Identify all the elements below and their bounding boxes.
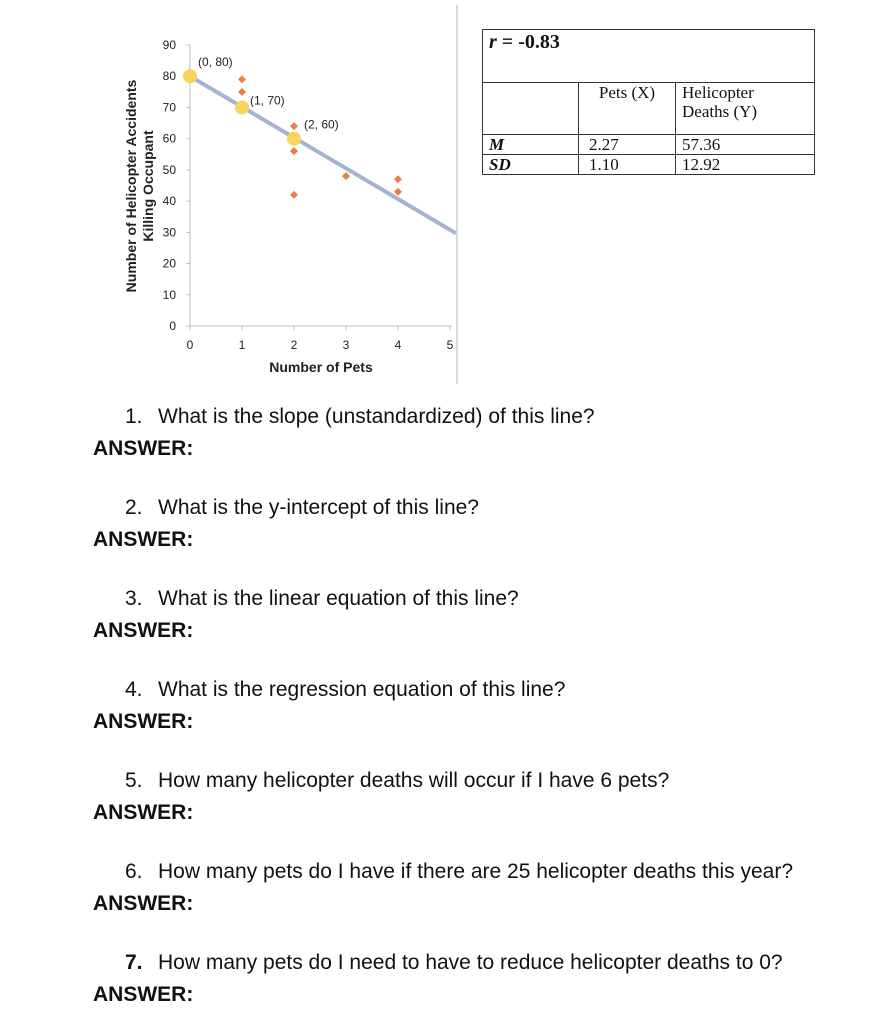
x-tick-label: 0 bbox=[186, 338, 194, 352]
x-tick-label: 4 bbox=[394, 338, 402, 352]
header-helicopter-line2: Deaths (Y) bbox=[682, 102, 758, 121]
question-6 bbox=[125, 860, 793, 884]
point-label: (1, 70) bbox=[250, 93, 285, 108]
x-tick-label: 2 bbox=[290, 338, 298, 352]
question-text: What is the slope (unstandardized) of this line? bbox=[158, 405, 595, 428]
question-text: What is the linear equation of this line? bbox=[158, 587, 519, 610]
y-tick-label: 80 bbox=[162, 69, 176, 84]
question-number: 7. bbox=[125, 951, 143, 974]
statistics-table bbox=[482, 29, 815, 175]
mean-deaths-cell: 57.36 bbox=[676, 135, 815, 155]
r-value: = -0.83 bbox=[501, 31, 560, 53]
correlation-cell bbox=[483, 30, 815, 83]
table-header-pets: Pets (X) bbox=[579, 83, 676, 135]
sd-deaths-cell: 12.92 bbox=[676, 155, 815, 175]
data-point bbox=[290, 147, 298, 155]
point-label: (0, 80) bbox=[198, 55, 233, 70]
highlight-point bbox=[183, 69, 197, 83]
y-tick-label: 30 bbox=[162, 225, 176, 240]
highlight-point bbox=[287, 132, 301, 146]
question-number: 2. bbox=[125, 496, 143, 519]
answer-label-2: ANSWER: bbox=[93, 528, 194, 551]
table-header-blank bbox=[483, 83, 579, 135]
answer-label-4: ANSWER: bbox=[93, 710, 194, 733]
answer-label-7: ANSWER: bbox=[93, 983, 194, 1006]
row-label-sd: SD bbox=[483, 155, 579, 175]
question-number: 1. bbox=[125, 405, 143, 428]
question-1 bbox=[125, 405, 595, 429]
y-tick-label: 50 bbox=[162, 162, 176, 177]
question-3 bbox=[125, 587, 519, 611]
row-label-mean: M bbox=[483, 135, 579, 155]
question-text: What is the regression equation of this line? bbox=[158, 678, 566, 701]
question-text: How many helicopter deaths will occur if I have 6 pets? bbox=[158, 769, 670, 792]
x-tick-label: 1 bbox=[238, 338, 246, 352]
table-header-helicopter bbox=[676, 83, 815, 135]
question-text: What is the y-intercept of this line? bbox=[158, 496, 479, 519]
answer-label-3: ANSWER: bbox=[93, 619, 194, 642]
y-tick-label: 70 bbox=[162, 100, 176, 115]
y-tick-label: 40 bbox=[162, 194, 176, 209]
y-tick-label: 60 bbox=[162, 131, 176, 146]
point-label: (2, 60) bbox=[304, 117, 339, 132]
question-7 bbox=[125, 951, 783, 975]
question-number: 5. bbox=[125, 769, 143, 792]
y-tick-label: 10 bbox=[162, 287, 176, 302]
highlight-point bbox=[235, 100, 249, 114]
header-helicopter-line1: Helicopter bbox=[682, 83, 754, 102]
answer-label-1: ANSWER: bbox=[93, 437, 194, 460]
data-point bbox=[238, 88, 246, 96]
scatter-chart bbox=[0, 0, 470, 390]
question-number: 3. bbox=[125, 587, 143, 610]
answer-label-6: ANSWER: bbox=[93, 892, 194, 915]
y-tick-label: 90 bbox=[162, 38, 176, 52]
x-tick-label: 3 bbox=[342, 338, 350, 352]
answer-label-5: ANSWER: bbox=[93, 801, 194, 824]
data-point bbox=[394, 175, 402, 183]
data-point bbox=[238, 75, 246, 83]
data-point bbox=[290, 191, 298, 199]
data-point bbox=[394, 188, 402, 196]
question-number: 6. bbox=[125, 860, 143, 883]
data-point bbox=[342, 172, 350, 180]
y-tick-label: 20 bbox=[162, 256, 176, 271]
question-text: How many pets do I need to have to reduce helicopter deaths to 0? bbox=[158, 951, 783, 974]
x-axis-title: Number of Pets bbox=[269, 359, 373, 375]
mean-pets-cell: 2.27 bbox=[579, 135, 676, 155]
y-axis-title-line2: Killing Occupant bbox=[140, 130, 156, 242]
question-text: How many pets do I have if there are 25 helicopter deaths this year? bbox=[158, 860, 794, 883]
y-tick-label: 0 bbox=[169, 319, 176, 333]
data-point bbox=[290, 122, 298, 130]
regression-line bbox=[190, 76, 456, 233]
r-symbol: r bbox=[489, 31, 497, 53]
sd-pets-cell: 1.10 bbox=[579, 155, 676, 175]
x-tick-label: 5 bbox=[446, 338, 454, 352]
question-4 bbox=[125, 678, 565, 702]
question-number: 4. bbox=[125, 678, 143, 701]
question-5 bbox=[125, 769, 669, 793]
y-axis-title-line1: Number of Helicopter Accidents bbox=[123, 79, 139, 293]
question-2 bbox=[125, 496, 479, 520]
